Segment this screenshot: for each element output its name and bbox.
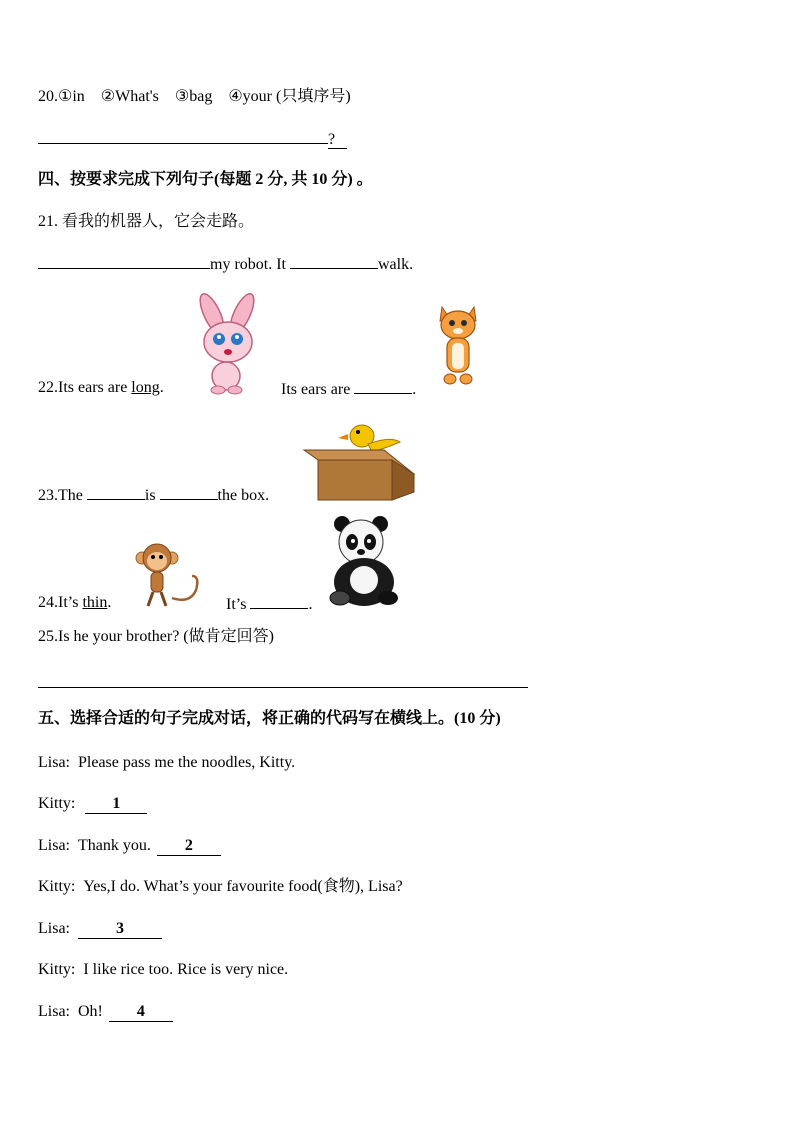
panda-illustration: [326, 514, 402, 608]
speaker-name: Kitty:: [38, 795, 76, 812]
answer-blank-3[interactable]: 3: [78, 920, 162, 939]
dialogue-line-5: [38, 919, 162, 939]
question-24: [38, 593, 111, 613]
dialogue-line-2: [38, 794, 147, 814]
question-23-text-a: The: [58, 487, 87, 504]
answer-blank[interactable]: [87, 484, 145, 500]
question-mark: ?: [328, 131, 347, 149]
cat-illustration: [436, 303, 480, 389]
question-24-number: 24.: [38, 594, 58, 611]
question-23-number: 23.: [38, 487, 58, 504]
answer-blank[interactable]: [250, 593, 308, 609]
question-20-answer-line[interactable]: [38, 128, 347, 150]
question-20: [38, 87, 351, 107]
answer-blank[interactable]: [160, 484, 218, 500]
question-24-answer: [226, 593, 312, 615]
dialogue-line-4: [38, 877, 403, 897]
answer-blank-1[interactable]: 1: [85, 795, 147, 814]
question-21-part1: my robot. It: [210, 256, 290, 273]
answer-blank[interactable]: [38, 253, 210, 269]
underlined-word: thin: [82, 594, 108, 611]
dialogue-line-7: [38, 1002, 173, 1022]
underlined-word: long: [131, 379, 160, 396]
question-21-prompt: 21. 看我的机器人，它会走路。: [38, 213, 255, 230]
question-20-text: 20.①in ②What's ③bag ④your (只填序号): [38, 88, 351, 105]
question-22-answer: [281, 378, 416, 400]
dialogue-text: Thank you.: [78, 837, 151, 854]
answer-blank-4[interactable]: 4: [109, 1003, 173, 1022]
speaker-name: Lisa:: [38, 1003, 70, 1020]
duck-in-box-illustration: [302, 416, 416, 502]
question-25: 25.Is he your brother? (做肯定回答): [38, 628, 274, 645]
dialogue-text: Oh!: [78, 1003, 103, 1020]
question-22: [38, 378, 164, 398]
question-21-answer: [38, 253, 413, 275]
dialogue-line-6: [38, 960, 288, 980]
question-24-end: .: [308, 596, 313, 613]
dialogue-text: Please pass me the noodles, Kitty.: [78, 754, 296, 771]
question-23-text-c: the box.: [217, 487, 270, 504]
question-22-end: .: [412, 381, 417, 398]
dialogue-line-1: [38, 753, 295, 773]
question-24-period: .: [107, 594, 112, 611]
section-5-heading: 五、选择合适的句子完成对话，将正确的代码写在横线上。(10 分): [38, 710, 501, 727]
speaker-name: Lisa:: [38, 920, 70, 937]
question-22-number: 22.: [38, 379, 58, 396]
question-23: [38, 484, 269, 506]
monkey-illustration: [134, 542, 206, 608]
speaker-name: Kitty:: [38, 878, 76, 895]
question-24-text-a: It’s: [58, 594, 83, 611]
dialogue-text: I like rice too. Rice is very nice.: [83, 961, 289, 978]
section-4-heading: 四、按要求完成下列句子(每题 2 分, 共 10 分) 。: [38, 171, 373, 188]
question-22-text-b: Its ears are: [281, 381, 355, 398]
speaker-name: Lisa:: [38, 837, 70, 854]
dialogue-line-3: [38, 836, 221, 856]
question-24-text-b: It’s: [226, 596, 251, 613]
answer-blank-2[interactable]: 2: [157, 837, 221, 856]
answer-blank[interactable]: [38, 128, 328, 144]
question-22-text-a: Its ears are: [58, 379, 132, 396]
rabbit-illustration: [190, 292, 262, 396]
question-25-answer-line[interactable]: [38, 672, 528, 694]
answer-blank[interactable]: [354, 378, 412, 394]
answer-blank[interactable]: [38, 672, 528, 688]
question-22-period: .: [159, 379, 164, 396]
dialogue-text: Yes,I do. What’s your favourite food(食物), Lisa?: [83, 878, 403, 895]
speaker-name: Lisa:: [38, 754, 70, 771]
speaker-name: Kitty:: [38, 961, 76, 978]
question-23-text-b: is: [144, 487, 160, 504]
answer-blank[interactable]: [290, 253, 378, 269]
question-21-part2: walk.: [378, 256, 414, 273]
